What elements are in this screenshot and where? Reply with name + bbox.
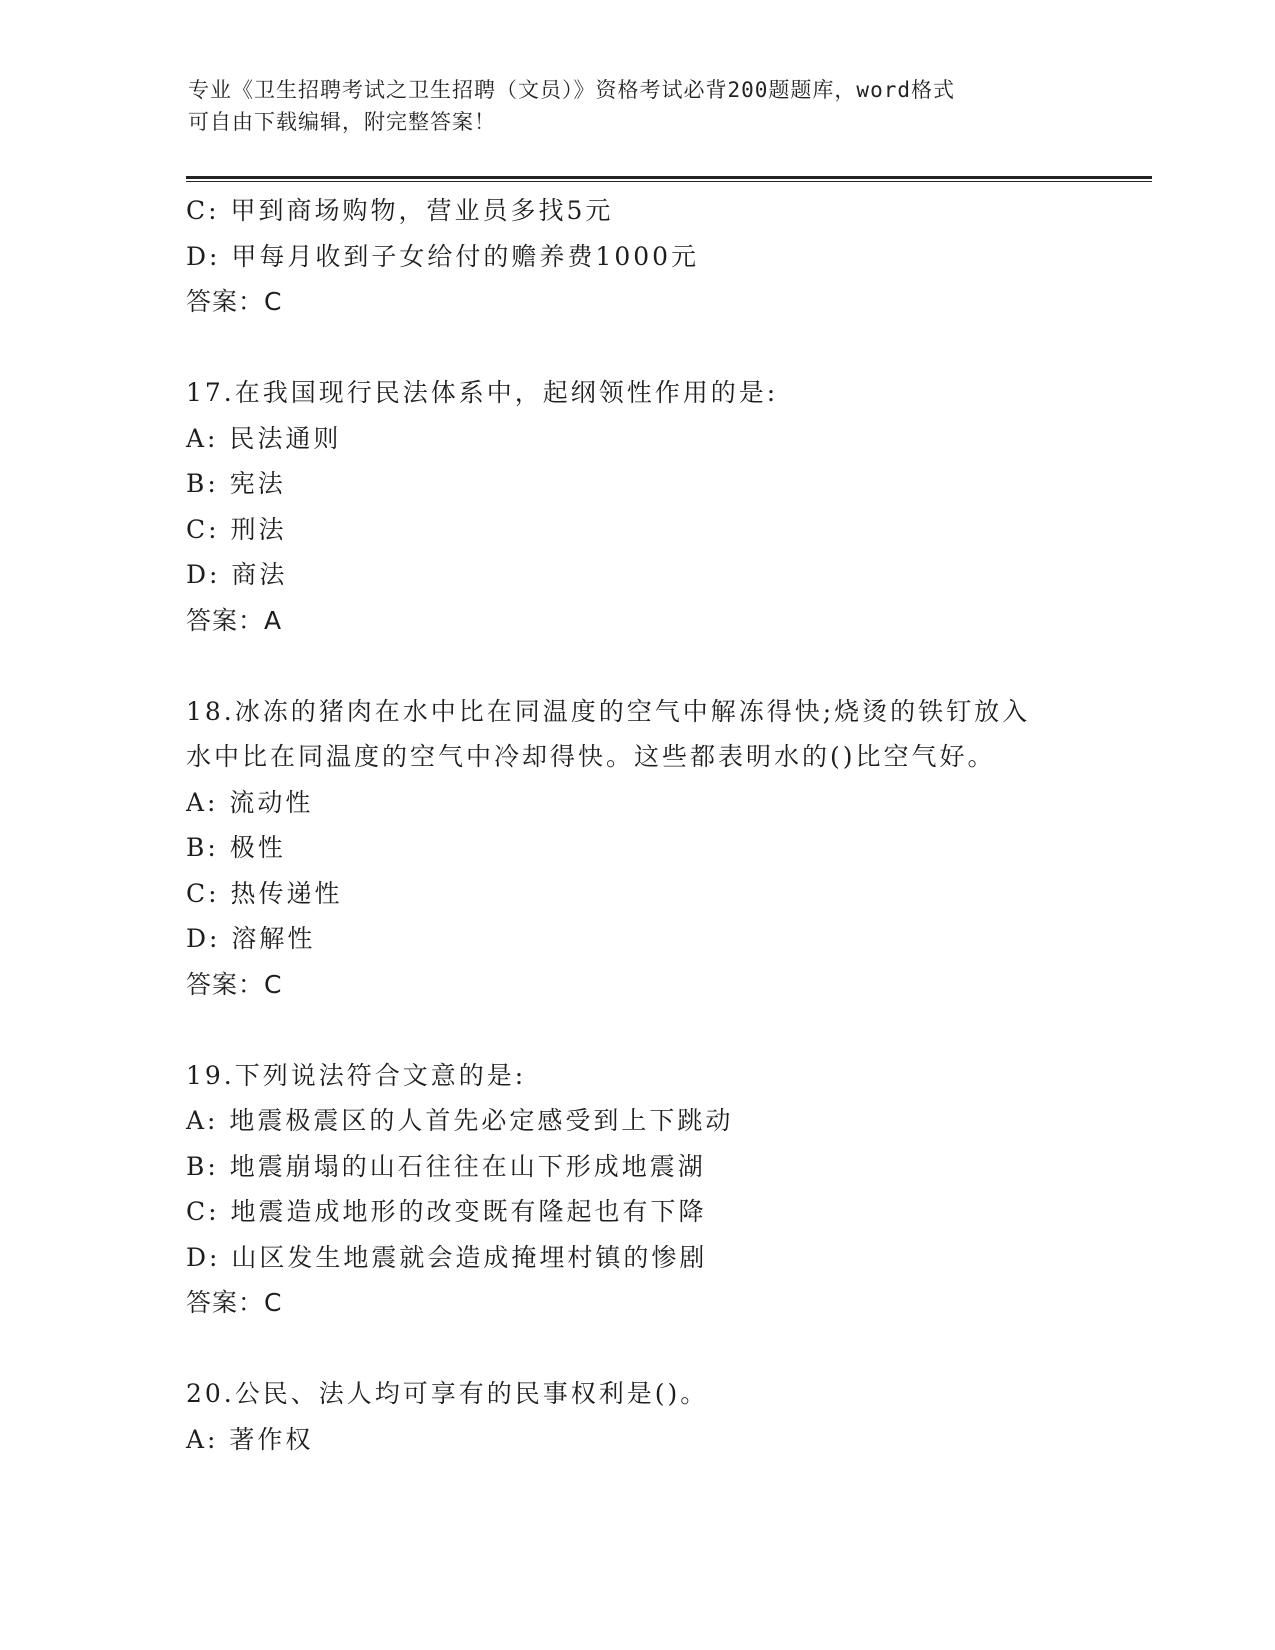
option-c: C: 热传递性 [186, 878, 343, 908]
header-title-line-1: 专业《卫生招聘考试之卫生招聘（文员）》资格考试必背200题题库，word格式 [188, 78, 955, 102]
question-stem: 17.在我国现行民法体系中，起纲领性作用的是: [186, 378, 779, 407]
answer-line: 答案：C [186, 1288, 283, 1317]
document-header [188, 74, 1088, 138]
answer-line: 答案：A [186, 605, 283, 635]
header-divider-thin [186, 181, 1152, 182]
question-20 [186, 1371, 1086, 1462]
question-prev [186, 188, 1086, 325]
spacer [186, 1007, 1086, 1053]
spacer [186, 325, 1086, 371]
option-a: A: 著作权 [186, 1424, 314, 1454]
question-list [186, 188, 1086, 1462]
question-18 [186, 689, 1086, 1008]
option-d: D: 商法 [186, 560, 288, 589]
option-d: D: 山区发生地震就会造成掩埋村镇的惨剧 [186, 1242, 708, 1272]
question-stem-line-2: 水中比在同温度的空气中冷却得快。这些都表明水的()比空气好。 [186, 742, 996, 771]
spacer [186, 643, 1086, 689]
option-c: C: 甲到商场购物，营业员多找5元 [186, 196, 614, 225]
option-a: A: 地震极震区的人首先必定感受到上下跳动 [186, 1106, 734, 1135]
answer-line: 答案：C [186, 287, 283, 316]
option-a: A: 民法通则 [186, 423, 342, 453]
option-c: C: 地震造成地形的改变既有隆起也有下降 [186, 1197, 707, 1226]
option-b: B: 宪法 [186, 469, 286, 498]
question-stem: 20.公民、法人均可享有的民事权利是()。 [186, 1379, 709, 1408]
question-19 [186, 1053, 1086, 1326]
question-stem-line-1: 18.冰冻的猪肉在水中比在同温度的空气中解冻得快;烧烫的铁钉放入 [186, 696, 1031, 726]
option-d: D: 溶解性 [186, 924, 316, 953]
option-b: B: 地震崩塌的山石往往在山下形成地震湖 [186, 1151, 706, 1181]
header-divider-thick [186, 176, 1152, 179]
header-title-line-2: 可自由下载编辑，附完整答案！ [188, 110, 496, 134]
question-stem: 19.下列说法符合文意的是: [186, 1060, 527, 1090]
answer-line: 答案：C [186, 969, 283, 999]
option-c: C: 刑法 [186, 514, 287, 544]
option-b: B: 极性 [186, 833, 286, 862]
option-d: D: 甲每月收到子女给付的赡养费1000元 [186, 241, 700, 271]
question-17 [186, 370, 1086, 643]
option-a: A: 流动性 [186, 787, 314, 817]
spacer [186, 1326, 1086, 1372]
